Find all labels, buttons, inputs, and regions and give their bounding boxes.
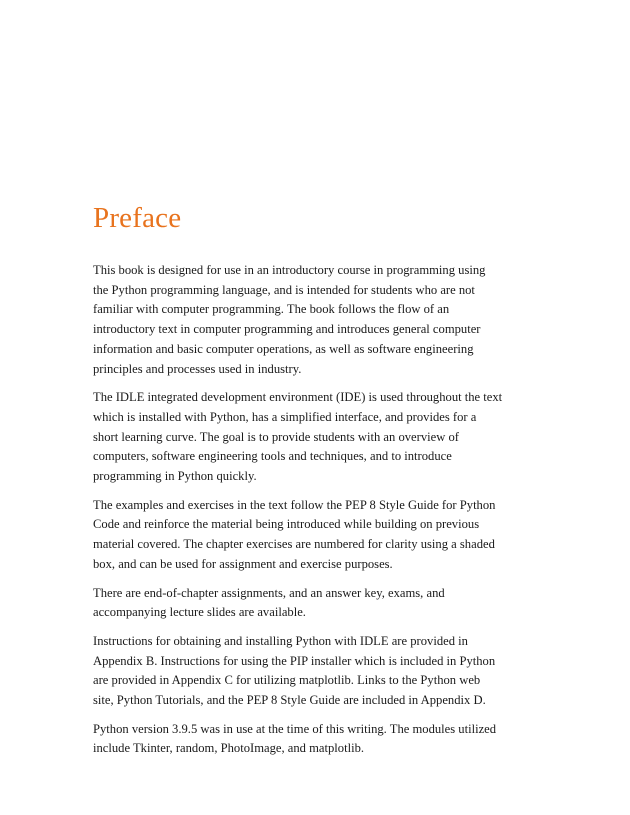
page-title: Preface: [93, 202, 182, 234]
text-line: The IDLE integrated development environment (IDE) is used throughout the text: [93, 390, 503, 405]
text-line: Appendix B. Instructions for using the PIP installer which is included in Python: [93, 653, 496, 668]
text-line: are provided in Appendix C for utilizing matplotlib. Links to the Python web: [93, 673, 481, 688]
paragraph: [93, 584, 508, 623]
text-line: box, and can be used for assignment and exercise purposes.: [93, 556, 393, 571]
text-line: the Python programming language, and is intended for students who are not: [93, 282, 475, 297]
text-line: principles and processes used in industry.: [93, 361, 302, 376]
text-line: familiar with computer programming. The book follows the flow of an: [93, 302, 450, 317]
paragraph: [93, 388, 508, 487]
text-line: Instructions for obtaining and installing Python with IDLE are provided in: [93, 633, 468, 648]
text-line: computers, software engineering tools and techniques, and to introduce: [93, 449, 452, 464]
text-line: material covered. The chapter exercises are numbered for clarity using a shaded: [93, 537, 495, 552]
text-line: This book is designed for use in an introductory course in programming using: [93, 263, 486, 277]
text-line: information and basic computer operations, as well as software engineering: [93, 341, 474, 356]
text-line: include Tkinter, random, PhotoImage, and matplotlib.: [93, 741, 365, 756]
text-line: programming in Python quickly.: [93, 469, 257, 484]
text-line: accompanying lecture slides are available.: [93, 605, 306, 620]
text-line: which is installed with Python, has a simplified interface, and provides for a: [93, 409, 477, 424]
paragraph: [93, 496, 508, 575]
text-line: The examples and exercises in the text follow the PEP 8 Style Guide for Python: [93, 497, 496, 512]
text-line: Python version 3.9.5 was in use at the time of this writing. The modules utilized: [93, 721, 497, 736]
text-line: There are end-of-chapter assignments, and an answer key, exams, and: [93, 585, 445, 600]
text-line: Code and reinforce the material being introduced while building on previous: [93, 517, 480, 532]
paragraph: [93, 261, 508, 379]
preface-body: [93, 261, 508, 768]
text-line: introductory text in computer programming and introduces general computer: [93, 322, 481, 337]
paragraph: [93, 720, 508, 759]
text-line: short learning curve. The goal is to provide students with an overview of: [93, 429, 459, 444]
paragraph: [93, 632, 508, 711]
text-line: site, Python Tutorials, and the PEP 8 Style Guide are included in Appendix D.: [93, 693, 486, 708]
